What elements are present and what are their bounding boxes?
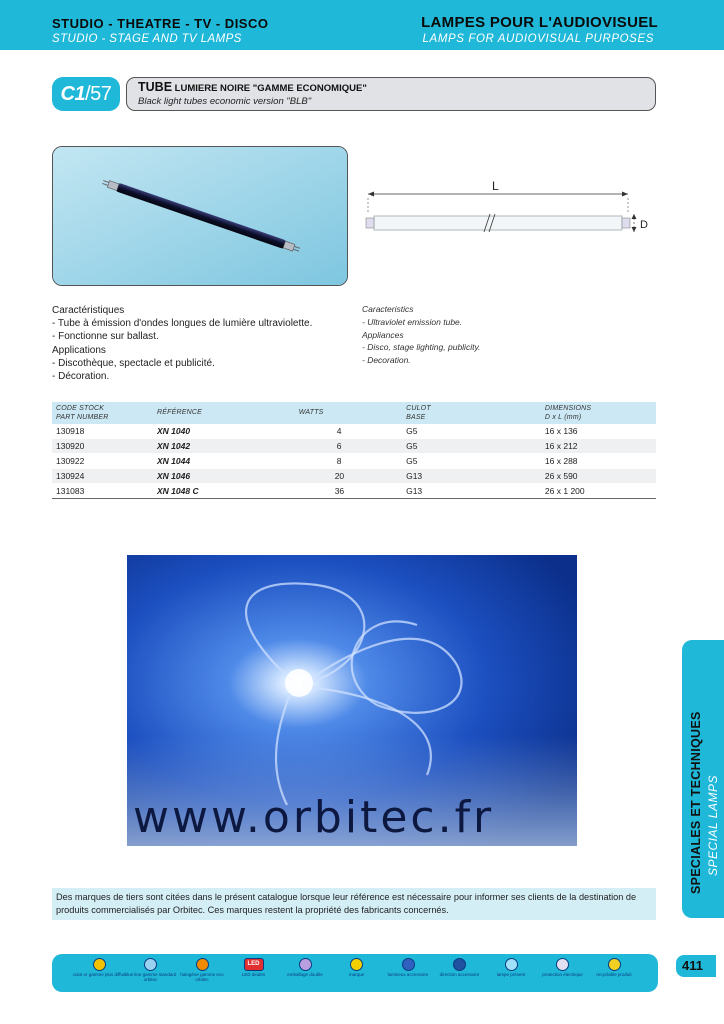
cell-dimensions: 16 x 212 bbox=[541, 439, 656, 454]
product-code-prefix: C1 bbox=[60, 82, 86, 105]
cell-dimensions: 26 x 1 200 bbox=[541, 484, 656, 499]
footer-legend-item bbox=[534, 958, 592, 977]
legend-label: emballage double bbox=[287, 972, 323, 977]
table-row bbox=[52, 439, 656, 454]
legend-icon bbox=[196, 958, 209, 971]
cell-base: G5 bbox=[402, 439, 541, 454]
footer-legend-item bbox=[276, 958, 334, 977]
cell-watts: 36 bbox=[295, 484, 402, 499]
legend-label: halogène gamme eco orbitec bbox=[180, 972, 224, 982]
product-code-number: /57 bbox=[85, 82, 112, 105]
legend-icon bbox=[556, 958, 569, 971]
legend-label: blue line gamme standard orbitec bbox=[124, 972, 177, 982]
footer-legend-item bbox=[173, 958, 231, 982]
cell-part-number: 130922 bbox=[52, 454, 153, 469]
cell-watts: 4 bbox=[295, 424, 402, 439]
header-reference: RÉFÉRENCE bbox=[153, 402, 295, 424]
dimension-drawing bbox=[360, 178, 660, 248]
char-en-item: - Disco, stage lighting, publicity. bbox=[362, 342, 481, 353]
char-en-heading: Appliances bbox=[362, 329, 404, 340]
cell-base: G5 bbox=[402, 454, 541, 469]
cell-reference: XN 1042 bbox=[153, 439, 295, 454]
cell-reference: XN 1040 bbox=[153, 424, 295, 439]
char-fr-heading: Applications bbox=[52, 344, 106, 356]
cell-dimensions: 16 x 136 bbox=[541, 424, 656, 439]
legend-icon bbox=[608, 958, 621, 971]
footer-legend-item bbox=[122, 958, 180, 982]
char-fr-item: - Discothèque, spectacle et publicité. bbox=[52, 357, 215, 369]
footer-legend-item bbox=[482, 958, 540, 977]
section-subtitle: STUDIO - STAGE AND TV LAMPS bbox=[52, 33, 242, 45]
char-fr-item: - Fonctionne sur ballast. bbox=[52, 331, 159, 343]
cell-base: G5 bbox=[402, 424, 541, 439]
legend-label: marque bbox=[348, 972, 365, 977]
side-tab-title: SPECIALES ET TECHNIQUES bbox=[689, 711, 703, 894]
table-row bbox=[52, 454, 656, 469]
char-en-heading: Caracteristics bbox=[362, 304, 414, 314]
char-en-item: - Decoration. bbox=[362, 355, 411, 366]
section-title: STUDIO - THEATRE - TV - DISCO bbox=[52, 16, 269, 31]
char-fr-heading: Caractéristiques bbox=[52, 305, 125, 316]
char-fr-item: - Décoration. bbox=[52, 371, 110, 383]
legend-icon bbox=[350, 958, 363, 971]
cell-base: G13 bbox=[402, 469, 541, 484]
characteristics-en bbox=[362, 303, 480, 367]
cell-watts: 20 bbox=[295, 469, 402, 484]
diameter-label: D bbox=[640, 219, 648, 231]
legend-label: lumineux accessoire bbox=[387, 972, 429, 977]
product-title bbox=[138, 80, 367, 94]
length-label: L bbox=[492, 179, 499, 193]
header-dimensions: DIMENSIONS D x L (mm) bbox=[541, 402, 656, 424]
cell-base: G13 bbox=[402, 484, 541, 499]
cell-reference: XN 1046 bbox=[153, 469, 295, 484]
char-en-item: - Ultraviolet emission tube. bbox=[362, 316, 463, 327]
cell-reference: XN 1044 bbox=[153, 454, 295, 469]
cell-part-number: 130920 bbox=[52, 439, 153, 454]
product-title-rest: LUMIERE NOIRE "GAMME ECONOMIQUE" bbox=[172, 83, 367, 94]
footer-legend-item bbox=[70, 958, 128, 977]
legend-icon: LED bbox=[244, 958, 264, 971]
legend-icon bbox=[299, 958, 312, 971]
header-part-number: CODE STOCK PART NUMBER bbox=[52, 402, 153, 424]
disclaimer-text: Des marques de tiers sont citées dans le présent catalogue lorsque leur référence est nécessaire pour informer ses clients de la destination de produits commercialisés par Orbitec. Ces marques restent la propriété des fabricants concernés. bbox=[56, 892, 637, 915]
characteristics-fr bbox=[52, 304, 312, 383]
footer-legend-item bbox=[585, 958, 643, 977]
page-number: 411 bbox=[682, 958, 703, 973]
table-row bbox=[52, 424, 656, 439]
cell-dimensions: 16 x 288 bbox=[541, 454, 656, 469]
legend-icon bbox=[93, 958, 106, 971]
legend-label: direction accessoire bbox=[439, 972, 480, 977]
footer-legend-item bbox=[225, 958, 283, 977]
footer-legend-item bbox=[328, 958, 386, 977]
legend-icon bbox=[505, 958, 518, 971]
legend-label: lampe présent bbox=[496, 972, 526, 977]
cell-part-number: 130924 bbox=[52, 469, 153, 484]
product-table bbox=[52, 402, 656, 499]
footer-legend-item bbox=[379, 958, 437, 977]
cell-watts: 6 bbox=[295, 439, 402, 454]
table-row bbox=[52, 469, 656, 484]
black-light-tube-image bbox=[53, 147, 347, 285]
category-title: LAMPES POUR L'AUDIOVISUEL bbox=[421, 14, 658, 31]
table-row bbox=[52, 484, 656, 499]
cell-part-number: 130918 bbox=[52, 424, 153, 439]
legend-label: recyclable produit bbox=[596, 972, 632, 977]
product-code-badge bbox=[52, 77, 120, 111]
cell-watts: 8 bbox=[295, 454, 402, 469]
cell-dimensions: 26 x 590 bbox=[541, 469, 656, 484]
header-base: CULOT BASE bbox=[402, 402, 541, 424]
legend-icon bbox=[144, 958, 157, 971]
table-header-row bbox=[52, 402, 656, 424]
legend-label: LED diodes bbox=[241, 972, 266, 977]
cell-part-number: 131083 bbox=[52, 484, 153, 499]
char-fr-item: - Tube à émission d'ondes longues de lumière ultraviolette. bbox=[52, 318, 313, 330]
legend-label: culot or gamme plus diffus bbox=[72, 972, 126, 977]
product-photo bbox=[52, 146, 348, 286]
product-subtitle: Black light tubes economic version "BLB" bbox=[138, 96, 312, 107]
category-subtitle: LAMPS FOR AUDIOVISUAL PURPOSES bbox=[422, 33, 654, 45]
legend-icon bbox=[453, 958, 466, 971]
legend-icon bbox=[402, 958, 415, 971]
website-url: www.orbitec.fr bbox=[133, 792, 495, 843]
legend-label: protection électrique bbox=[542, 972, 583, 977]
product-title-main: TUBE bbox=[138, 80, 173, 94]
cell-reference: XN 1048 C bbox=[153, 484, 295, 499]
footer-legend-item bbox=[431, 958, 489, 977]
header-watts: WATTS bbox=[295, 402, 402, 424]
side-tab-subtitle: SPECIAL LAMPS bbox=[706, 775, 720, 876]
